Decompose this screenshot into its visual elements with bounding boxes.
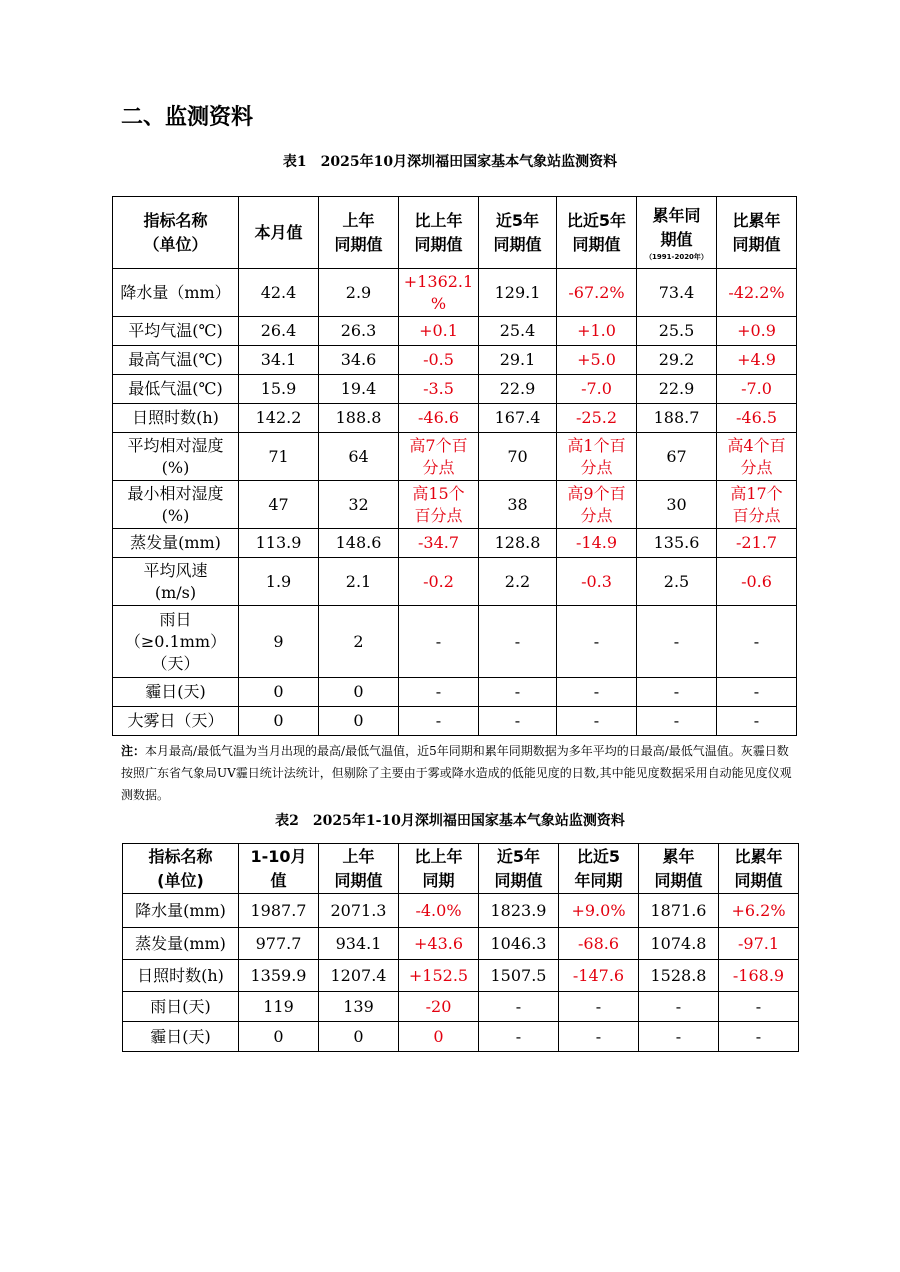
table-cell: 1507.5 — [479, 960, 559, 992]
table-cell: -0.5 — [399, 346, 479, 375]
row-label: 降水量(mm) — [123, 894, 239, 928]
table-cell: 高7个百 分点 — [399, 433, 479, 481]
table-cell: 1207.4 — [319, 960, 399, 992]
table-cell: 0 — [319, 707, 399, 736]
table-cell: - — [479, 992, 559, 1022]
table-cell: -168.9 — [719, 960, 799, 992]
table-cell: - — [719, 992, 799, 1022]
table-cell: 34.6 — [319, 346, 399, 375]
table-cell: - — [717, 678, 797, 707]
table-cell: 0 — [239, 678, 319, 707]
table-cell: 70 — [479, 433, 557, 481]
table-cell: -34.7 — [399, 529, 479, 558]
table-cell: +1362.1 % — [399, 269, 479, 317]
table-cell: 47 — [239, 481, 319, 529]
table-row — [113, 269, 797, 317]
table-cell: - — [479, 1022, 559, 1052]
table-cell: +0.9 — [717, 317, 797, 346]
table-row — [113, 606, 797, 678]
table-cell: - — [639, 1022, 719, 1052]
table-cell: -25.2 — [557, 404, 637, 433]
table-row — [113, 707, 797, 736]
table-cell: +43.6 — [399, 928, 479, 960]
table-cell: -68.6 — [559, 928, 639, 960]
row-label: 蒸发量(mm) — [123, 928, 239, 960]
table-cell: 1074.8 — [639, 928, 719, 960]
table1 — [112, 196, 797, 736]
table2-header-4: 近5年 同期值 — [479, 844, 559, 894]
table1-header-3: 比上年 同期值 — [399, 197, 479, 269]
row-label: 霾日(天) — [113, 678, 239, 707]
table-cell: 129.1 — [479, 269, 557, 317]
table-cell: - — [719, 1022, 799, 1052]
table1-header-6: 累年同 期值 （1991-2020年） — [637, 197, 717, 269]
table-cell: 29.2 — [637, 346, 717, 375]
table-cell: 113.9 — [239, 529, 319, 558]
table-cell: - — [557, 678, 637, 707]
table-cell: 2.5 — [637, 558, 717, 606]
table-cell: -7.0 — [557, 375, 637, 404]
table-cell: -4.0% — [399, 894, 479, 928]
table-cell: 高9个百 分点 — [557, 481, 637, 529]
section-title: 二、监测资料 — [121, 105, 254, 130]
row-label: 平均相对湿度 (%) — [113, 433, 239, 481]
table-cell: 19.4 — [319, 375, 399, 404]
table-cell: 73.4 — [637, 269, 717, 317]
table-cell: +0.1 — [399, 317, 479, 346]
row-label: 日照时数(h) — [123, 960, 239, 992]
table-cell: -14.9 — [557, 529, 637, 558]
table1-caption: 表1 2025年10月深圳福田国家基本气象站监测资料 — [282, 154, 618, 170]
table2-header-5: 比近5 年同期 — [559, 844, 639, 894]
table1-header-5: 比近5年 同期值 — [557, 197, 637, 269]
table-cell: 25.4 — [479, 317, 557, 346]
row-label: 雨日 （≥0.1mm） （天） — [113, 606, 239, 678]
table-cell: -7.0 — [717, 375, 797, 404]
table-cell: +5.0 — [557, 346, 637, 375]
table-cell: 0 — [399, 1022, 479, 1052]
table2-header-6: 累年 同期值 — [639, 844, 719, 894]
table-cell: 42.4 — [239, 269, 319, 317]
row-label: 最低气温(℃) — [113, 375, 239, 404]
table-cell: 9 — [239, 606, 319, 678]
table-cell: - — [637, 707, 717, 736]
table-cell: 1359.9 — [239, 960, 319, 992]
table-row — [113, 678, 797, 707]
row-label: 霾日(天) — [123, 1022, 239, 1052]
table-cell: -20 — [399, 992, 479, 1022]
table2-header-3: 比上年 同期 — [399, 844, 479, 894]
table-cell: - — [479, 606, 557, 678]
table-cell: 1.9 — [239, 558, 319, 606]
table-cell: -0.6 — [717, 558, 797, 606]
table-cell: -46.6 — [399, 404, 479, 433]
table-cell: - — [557, 707, 637, 736]
table-cell: - — [639, 992, 719, 1022]
table-cell: 167.4 — [479, 404, 557, 433]
table-cell: -67.2% — [557, 269, 637, 317]
table-cell: 34.1 — [239, 346, 319, 375]
row-label: 最小相对湿度 (%) — [113, 481, 239, 529]
table1-header-2: 上年 同期值 — [319, 197, 399, 269]
table-cell: 188.8 — [319, 404, 399, 433]
table-cell: 高1个百 分点 — [557, 433, 637, 481]
table1-header-4: 近5年 同期值 — [479, 197, 557, 269]
table-row — [123, 992, 799, 1022]
table-row — [123, 894, 799, 928]
table-cell: 2 — [319, 606, 399, 678]
table-cell: -0.3 — [557, 558, 637, 606]
table-cell: 15.9 — [239, 375, 319, 404]
table2-header-7: 比累年 同期值 — [719, 844, 799, 894]
table-cell: 高15个 百分点 — [399, 481, 479, 529]
table-cell: 977.7 — [239, 928, 319, 960]
table-cell: 25.5 — [637, 317, 717, 346]
table-cell: +4.9 — [717, 346, 797, 375]
table-cell: 29.1 — [479, 346, 557, 375]
header-sub-period: （1991-2020年） — [645, 252, 708, 261]
table-row — [113, 433, 797, 481]
row-label: 平均风速 (m/s) — [113, 558, 239, 606]
note-label: 注： — [121, 744, 146, 758]
table-cell: 30 — [637, 481, 717, 529]
table-cell: 0 — [319, 678, 399, 707]
table-cell: - — [479, 707, 557, 736]
table-cell: -97.1 — [719, 928, 799, 960]
table-cell: 高4个百 分点 — [717, 433, 797, 481]
row-label: 降水量（mm） — [113, 269, 239, 317]
table-cell: 142.2 — [239, 404, 319, 433]
table-cell: - — [399, 678, 479, 707]
table1-header-0: 指标名称 （单位） — [113, 197, 239, 269]
row-label: 最高气温(℃) — [113, 346, 239, 375]
table-cell: 22.9 — [479, 375, 557, 404]
table-cell: +9.0% — [559, 894, 639, 928]
table-cell: 22.9 — [637, 375, 717, 404]
table-cell: - — [637, 678, 717, 707]
table-row — [123, 1022, 799, 1052]
table-row — [113, 404, 797, 433]
table-cell: -42.2% — [717, 269, 797, 317]
table2-header-2: 上年 同期值 — [319, 844, 399, 894]
table-cell: 2.1 — [319, 558, 399, 606]
table-cell: 148.6 — [319, 529, 399, 558]
table-cell: -46.5 — [717, 404, 797, 433]
table2-header-1: 1-10月 值 — [239, 844, 319, 894]
table-cell: 2071.3 — [319, 894, 399, 928]
table1-header-7: 比累年 同期值 — [717, 197, 797, 269]
table-cell: 0 — [239, 1022, 319, 1052]
table1-note — [121, 740, 796, 806]
table-cell: 1046.3 — [479, 928, 559, 960]
table1-header-1: 本月值 — [239, 197, 319, 269]
table-cell: 26.3 — [319, 317, 399, 346]
table-cell: 32 — [319, 481, 399, 529]
row-label: 雨日(天) — [123, 992, 239, 1022]
table-cell: 1987.7 — [239, 894, 319, 928]
table-row — [123, 960, 799, 992]
table-cell: - — [559, 992, 639, 1022]
table-cell: 26.4 — [239, 317, 319, 346]
table-row — [113, 558, 797, 606]
table-cell: - — [717, 606, 797, 678]
table-cell: 934.1 — [319, 928, 399, 960]
table-cell: 135.6 — [637, 529, 717, 558]
table-row — [123, 928, 799, 960]
table-cell: 1823.9 — [479, 894, 559, 928]
row-label: 平均气温(℃) — [113, 317, 239, 346]
table-row — [113, 481, 797, 529]
table-cell: +152.5 — [399, 960, 479, 992]
table-cell: 0 — [239, 707, 319, 736]
table-row — [113, 317, 797, 346]
table-cell: -0.2 — [399, 558, 479, 606]
table-cell: 高17个 百分点 — [717, 481, 797, 529]
table-cell: 64 — [319, 433, 399, 481]
row-label: 大雾日（天） — [113, 707, 239, 736]
table-cell: 2.9 — [319, 269, 399, 317]
table-cell: - — [637, 606, 717, 678]
table-cell: +1.0 — [557, 317, 637, 346]
table-cell: - — [479, 678, 557, 707]
table-cell: - — [557, 606, 637, 678]
table-cell: 128.8 — [479, 529, 557, 558]
table-cell: 2.2 — [479, 558, 557, 606]
table-cell: 0 — [319, 1022, 399, 1052]
table-cell: - — [399, 606, 479, 678]
note-text: 本月最高/最低气温为当月出现的最高/最低气温值，近5年同期和累年同期数据为多年平均的日最高/最低气温值。灰霾日数按照广东省气象局UV霾日统计法统计，但剔除了主要由于雾或降水造成的低能见度的日数,其中能见度数据采用自动能见度仪观测数据。 — [121, 744, 792, 802]
table-cell: 67 — [637, 433, 717, 481]
table-cell: - — [399, 707, 479, 736]
table-cell: 1528.8 — [639, 960, 719, 992]
table-cell: - — [717, 707, 797, 736]
table-row — [113, 375, 797, 404]
table-cell: -147.6 — [559, 960, 639, 992]
table-cell: -21.7 — [717, 529, 797, 558]
table-row — [113, 346, 797, 375]
table-cell: 139 — [319, 992, 399, 1022]
table-cell: 71 — [239, 433, 319, 481]
table-cell: 38 — [479, 481, 557, 529]
table-cell: +6.2% — [719, 894, 799, 928]
table2-header-0: 指标名称 (单位) — [123, 844, 239, 894]
table2 — [122, 843, 799, 1052]
table-cell: 119 — [239, 992, 319, 1022]
row-label: 蒸发量(mm) — [113, 529, 239, 558]
table-cell: 188.7 — [637, 404, 717, 433]
table-cell: - — [559, 1022, 639, 1052]
table-cell: -3.5 — [399, 375, 479, 404]
table2-caption: 表2 2025年1-10月深圳福田国家基本气象站监测资料 — [275, 813, 625, 829]
row-label: 日照时数(h) — [113, 404, 239, 433]
table-row — [113, 529, 797, 558]
table-cell: 1871.6 — [639, 894, 719, 928]
